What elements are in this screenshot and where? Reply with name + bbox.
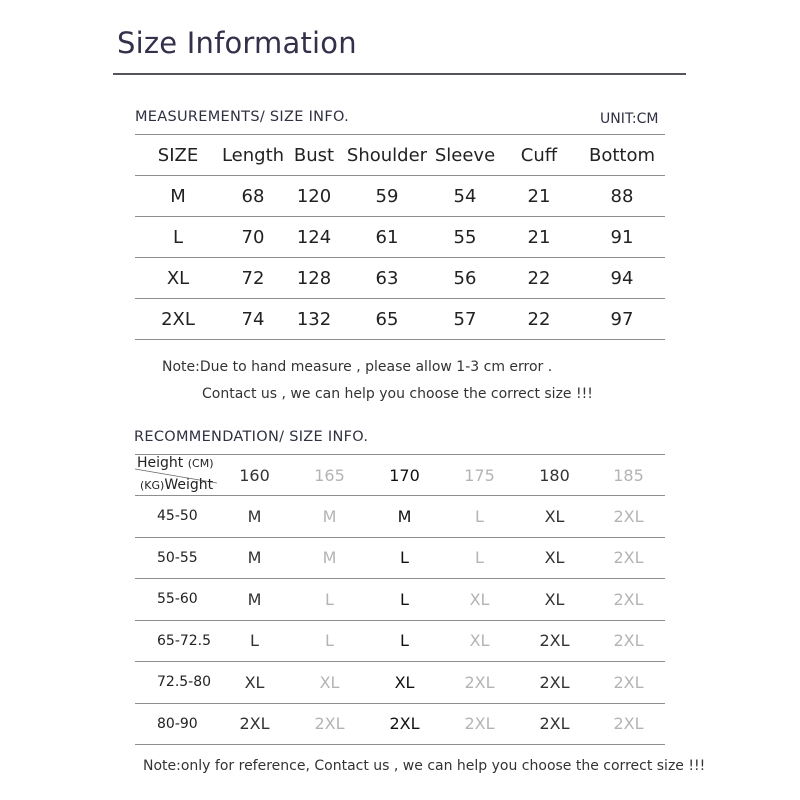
measurement-cell: 97 [610,308,634,330]
contact-note: Contact us , we can help you choose the correct size !!! [202,386,593,402]
recommended-size-cell: M [247,548,262,568]
measurement-cell: 57 [453,308,477,330]
measurement-cell: 55 [453,226,477,248]
table-row [135,579,665,621]
measurement-cell: 91 [610,226,634,248]
title-divider [113,73,686,75]
measurement-cell: 120 [296,185,332,207]
recommended-size-cell: L [475,548,484,568]
height-header: 185 [613,465,644,485]
table-row [135,537,665,579]
measurements-header-row [135,135,665,176]
recommended-size-cell: M [322,506,337,526]
weight-cell: 45-50 [157,508,198,525]
page-title: Size Information [117,26,357,60]
recommended-size-cell: M [322,548,337,568]
height-header: 170 [389,465,420,485]
recommended-size-cell: L [475,506,484,526]
size-cell: M [170,185,186,207]
weight-corner-label: (KG)Weight [140,477,214,493]
recommended-size-cell: M [397,506,412,526]
column-header: Sleeve [434,144,496,166]
weight-cell: 50-55 [157,549,198,566]
weight-cell: 80-90 [157,715,198,732]
measurement-cell: 132 [296,308,332,330]
measurement-cell: 94 [610,267,634,289]
measurement-cell: 72 [241,267,265,289]
height-header: 180 [539,465,570,485]
recommended-size-cell: XL [469,589,490,609]
weight-cell: 65-72.5 [157,632,212,649]
measurement-cell: 124 [296,226,332,248]
reference-note: Note:only for reference, Contact us , we can help you choose the correct size !!! [143,758,706,774]
recommended-size-cell: L [400,631,409,651]
measurement-cell: 61 [375,226,399,248]
recommended-size-cell: L [250,631,259,651]
height-header: 165 [314,465,345,485]
recommended-size-cell: XL [394,672,415,692]
recommended-size-cell: XL [469,631,490,651]
recommended-size-cell: 2XL [613,672,644,692]
height-header: 175 [464,465,495,485]
recommended-size-cell: 2XL [539,631,570,651]
table-row [135,620,665,662]
recommended-size-cell: XL [544,589,565,609]
recommended-size-cell: 2XL [539,672,570,692]
table-row [135,496,665,538]
weight-cell: 72.5-80 [157,674,212,691]
recommended-size-cell: M [247,589,262,609]
column-header: Bottom [588,144,656,166]
table-row [135,703,665,745]
column-header: Bust [293,144,335,166]
measurement-cell: 54 [453,185,477,207]
recommended-size-cell: 2XL [613,548,644,568]
measurements-label: MEASUREMENTS/ SIZE INFO. [135,109,350,125]
measurement-cell: 88 [610,185,634,207]
recommended-size-cell: 2XL [389,714,420,734]
table-row [135,217,665,258]
measurement-cell: 22 [527,267,551,289]
recommended-size-cell: 2XL [613,589,644,609]
recommended-size-cell: L [325,589,334,609]
recommended-size-cell: 2XL [613,714,644,734]
recommended-size-cell: L [400,548,409,568]
measurement-cell: 21 [527,226,551,248]
column-header: Length [221,144,285,166]
column-header: SIZE [157,144,199,166]
recommended-size-cell: M [247,506,262,526]
column-header: Cuff [520,144,558,166]
recommended-size-cell: XL [544,548,565,568]
measurement-cell: 65 [375,308,399,330]
measurement-cell: 63 [375,267,399,289]
recommended-size-cell: XL [319,672,340,692]
measurement-cell: 22 [527,308,551,330]
recommended-size-cell: XL [244,672,265,692]
recommended-size-cell: XL [544,506,565,526]
measurement-cell: 128 [296,267,332,289]
recommended-size-cell: L [325,631,334,651]
measurement-cell: 59 [375,185,399,207]
size-cell: L [172,226,184,248]
recommended-size-cell: 2XL [613,631,644,651]
recommended-size-cell: 2XL [464,714,495,734]
height-header: 160 [239,465,270,485]
recommended-size-cell: 2XL [539,714,570,734]
recommendation-table [135,454,665,745]
measurement-cell: 74 [241,308,265,330]
measurement-cell: 70 [241,226,265,248]
recommended-size-cell: 2XL [613,506,644,526]
table-row [135,176,665,217]
size-cell: XL [166,267,190,289]
table-row [135,662,665,704]
recommended-size-cell: 2XL [239,714,270,734]
table-row [135,299,665,340]
measure-note: Note:Due to hand measure , please allow 1-3 cm error . [162,359,553,375]
measurement-cell: 56 [453,267,477,289]
size-cell: 2XL [161,308,195,330]
column-header: Shoulder [346,144,428,166]
measurement-cell: 68 [241,185,265,207]
measurements-table [135,134,665,340]
unit-label: UNIT:CM [600,111,659,127]
recommended-size-cell: 2XL [314,714,345,734]
recommended-size-cell: 2XL [464,672,495,692]
recommendation-label: RECOMMENDATION/ SIZE INFO. [134,429,369,445]
recommendation-header-row [135,455,665,496]
table-row [135,258,665,299]
weight-cell: 55-60 [157,591,198,608]
height-corner-label: Height (CM) [137,455,214,471]
recommended-size-cell: L [400,589,409,609]
measurement-cell: 21 [527,185,551,207]
height-weight-corner [135,455,217,496]
